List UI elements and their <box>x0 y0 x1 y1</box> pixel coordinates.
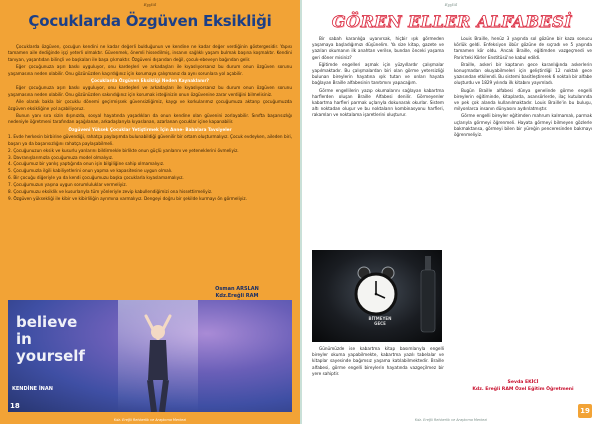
page-footer: Kdz. Ereğli Rehberlik ve Araştırma Merkezi <box>414 418 488 422</box>
article-title: GÖREN ELLER ALFABESİ <box>331 12 573 31</box>
list-item: 3. Davranışlarımızla çocuğumuza model olmalıyız. <box>8 154 114 160</box>
book-title-line: BİTMEYEN <box>368 316 392 321</box>
in-word: in <box>16 330 32 348</box>
believe-text <box>16 314 85 365</box>
paragraph: Görme engellilerin yazıp okumalarını sağlayan kabartma harflerden oluşan Braille Alfabesi denilir. Görmeyenler kabartma harfleri parmak uçlarıyla dokunarak okurlar. Sistem altı noktadan oluşur ve bu noktaların kombinasyonu harfleri, rakamları ve noktalama işaretlerini oluşturur. <box>312 87 444 118</box>
author-school: Kdz.Ereğli RAM <box>215 293 259 299</box>
list-item: 5. Çocuğumuzla ilgili kabiliyetlerini onun yapma ve kapasitesine uygun olmalı. <box>8 168 173 174</box>
person-silhouette-icon <box>128 310 188 412</box>
paragraph: Eğitimde engelleri aşmak için yüzyıllardır çalışmalar yapılmaktadır. Bu çalışmalardan biri olan görme yetersizliği bulunan bireylerin hayatına ışık tutan ve onları hayata bağlayan Braille alfabesinin tanıtımını yapacağım. <box>312 61 444 86</box>
paragraph: Görme engelli bireyler eğitimden mahrum kalmamalı, parmak uçlarıyla görmeyi öğrenmeli. Hayata görmeyi bilmeyen gözlerle bakmaktansa, görmeyi bilen bir yüreğin penceresinden bakmayı öğrenmeliyiz. <box>454 113 592 138</box>
page-footer: Kdz. Ereğli Rehberlik ve Araştırma Merkezi <box>113 418 187 422</box>
article-title: Çocuklarda Özgüven Eksikliği <box>28 12 272 30</box>
yourself-word: yourself <box>16 347 85 365</box>
paragraph: Bir sabah karanlığa uyanırsak, hiçbir ışık görmeden yaşamaya başladığımızı düşünelim. Ya size kitap, gazete ve yazıları okumanın ilk anahtarı verilse, bundan önceki yaşama geri döner misiniz? <box>312 36 444 60</box>
paragraph: Braille, askeri bir kaptanın gece karanlığında askerlerin konuşmadan okuyabilmeleri için geliştirdiği 12 noktalı gece yazısından etkilendi. Bu sistemi basitleştirerek 6 noktalı bir alfabe oluşturdu ve 1829 yılında ilk kitabını yayımladı. <box>454 61 592 86</box>
list-item: 9. Özgüven yüksekliği ile kibir ve kibirliliğin ayrımına varmalıyız. Dengeyi doğru bir şekilde kurmayı ön görmeliyiz. <box>8 195 247 201</box>
believe-word: believe <box>16 313 78 331</box>
author-name: Osman ARSLAN <box>215 286 259 292</box>
right-page <box>300 0 600 424</box>
list-item: 1. Evde herkesin birbirine güvendiği, rahatça paylaşımda bulunabildiği güvenilir bir ortam oluşturmalıyız. Çocuk evdeyken, aileden biri, başarı ya da başarısızlığını rahatça paylaşabilmeli. <box>8 134 292 146</box>
book-title-line: GECE <box>374 321 386 326</box>
paragraph: Louis Braille, henüz 3 yaşında sol gözüne bir kaza sonucu körlük geldi. Enfeksiyon öbür gözüne de sıçradı ve 5 yaşında tamamen kör oldu. Ancak Braille, eğitimden vazgeçmedi ve Paris'teki Körler Enstitüsü'ne kabul edildi. <box>454 36 592 60</box>
list-item: 6. Bir çocuğu diğeriyle ya da kendi çocuğumuzu başka çocuklarla kıyaslamamalıyız. <box>8 175 184 181</box>
column-left <box>312 36 444 120</box>
column-right <box>454 36 592 139</box>
page-number: 18 <box>10 402 20 410</box>
running-head: Eyylül <box>143 2 157 7</box>
author-name: Sevda EKİCİ <box>507 380 539 385</box>
paragraph: Çocuklarda özgüven, çocuğun kendini ne kadar değerli bulduğunun ve kendine ne kadar değer verdiğinin göstergesidir. Yapısı tamamen aile dediğinde işçi yeterli olmaktır. Güvenmek, önemli hissedilmiş, insanın sağlıklı yaşam bulmak başına koşmaktır. Kendini tanıyan, yaşantıdan bilinçli ve başkaları ile başa çıkmaktır. Özgüveni dışarıdan değil, çocuk-ebeveyn bağından gelir. <box>8 44 292 62</box>
column-bottom <box>312 346 444 378</box>
paragraph: Aile olarak bakla bir çocuklu dönemi geçirmişsek güvensizliğimiz, kaygı ve korkularımız çocuğumuza aktarıp çocuğumuzda özgüven eksikliğine yol açabiliyoruz. <box>8 99 292 111</box>
paragraph: Eğer çocuğunuza aşırı baskı uyguluyor, onu kardeşleri ve arkadaşları ile kıyaslıyorsanız bu durum onun özgüven sorunu yaşamasına neden olabilir. Onu gözünüzden sakındığınız için korumak isteğinizin onun özgüvenine zarar verdiğini bilmelisiniz. <box>8 85 292 97</box>
title-banner <box>310 12 594 34</box>
article-body <box>8 44 292 203</box>
alarm-clock-icon <box>349 264 403 318</box>
bottle-icon <box>418 254 438 334</box>
subheading: Çocuklarda Özgüven Eksikliği Neden Kaynaklanır? <box>91 78 209 84</box>
paragraph: Eğer çocuğunuza aşırı baskı uyguluyor, onu kardeşleri ve arkadaşları ile kıyaslıyorsanız bu durum onun özgüven sorunu yaşamasına neden olabilir. Onu gözünüzden kaçırdığınız için korumaya çalışmanız da aynı sorunlara yol açabilir. <box>8 64 292 76</box>
author-role: Kdz. Ereğli RAM Özel Eğitim Öğretmeni <box>472 386 574 392</box>
clock-photo <box>312 250 442 342</box>
paragraph: Günümüzde ise kabartma kitap basımlarıyla engelli bireyler okuma yapabilmekte, kabartma yazılı tabelalar ve kitaplar sayesinde bağımsız yaşama katılabilmektedir. Braille alfabesi, görme engelli bireylerin hayatında vazgeçilmez bir yere sahiptir. <box>312 346 444 376</box>
believe-photo <box>8 300 292 412</box>
tips-list <box>8 134 292 202</box>
author-signature <box>454 380 592 393</box>
paragraph: Bugün Braille alfabesi dünya genelinde görme engelli bireylerin eğitiminde, kitaplarda, asansörlerde, ilaç kutularında ve pek çok alanda kullanılmaktadır. Louis Braille'in bu buluşu, milyonlarca insanın dünyasını aydınlatmıştır. <box>454 87 592 112</box>
list-item: 4. Çocuğumuz bir yanlış yaptığında onun işin bilgiliğine sahip olmamalıyız. <box>8 161 165 167</box>
running-head: Eyylül <box>444 2 458 7</box>
subheading: Özgüveni Yüksek Çocuklar Yetiştirmek İçin Anne- Babalara Tavsiyeler <box>68 126 232 132</box>
list-item: 7. Çocuğumuzun yaşına uygun sorumluluklar vermeliyiz. <box>8 182 127 188</box>
list-item: 8. Çocuğumuzu eksiklik ve kusurlarıyla tüm yönleriyle zevip kabullendiğimizi ona hissettirmeliyiz. <box>8 189 213 195</box>
book-title <box>350 316 410 326</box>
photo-caption: KENDİNE İNAN <box>12 386 53 392</box>
page-number: 19 <box>578 404 592 418</box>
paragraph: Bunun yanı sıra sizin dışınızda, sosyal hayatında yaşadıkları da onun kendine olan güvenini zorlayabilir. Sınıfta başarısızlığı nedeniyle öğretmeni tarafından aşağılanan, arkadaşlarıyla kıyaslanan, azarlanan çocuklar içine kapanabilir. <box>8 113 292 125</box>
list-item: 2. Çocuğunuzun eksik ve kusurlu yanlarını bildirmekle birlikte onun güçlü yanlarını ve yeteneklerini övmeliyiz. <box>8 147 239 153</box>
